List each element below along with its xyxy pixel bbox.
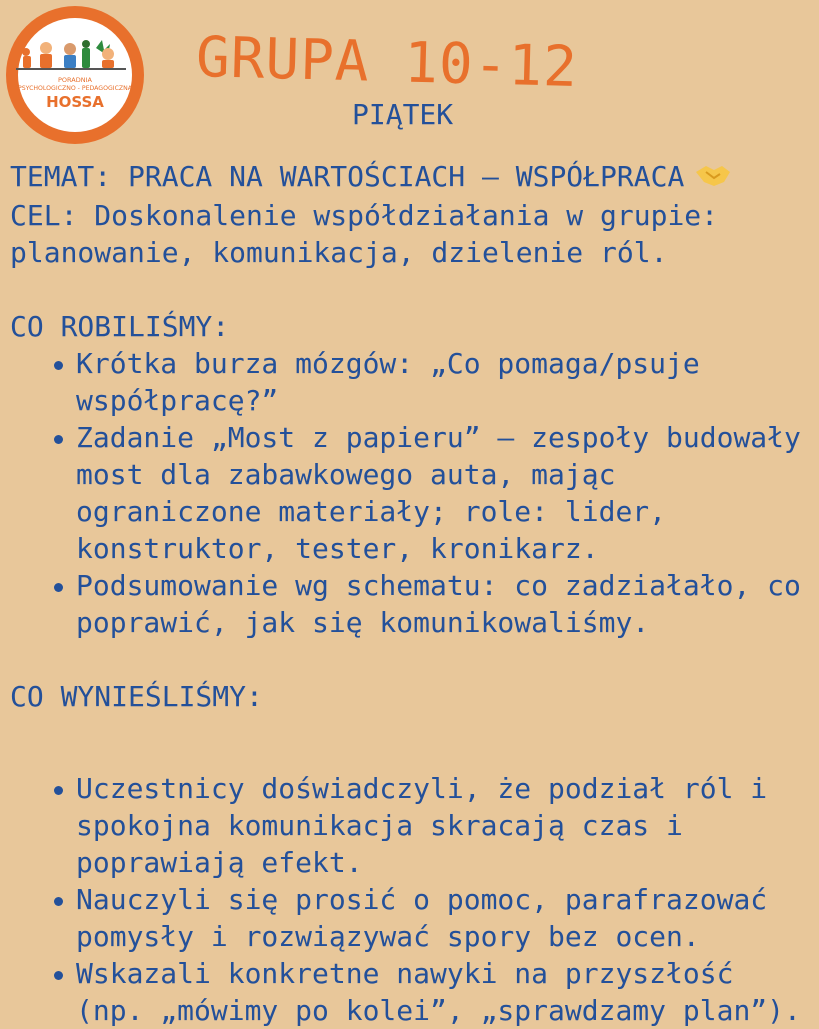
goal-line-1: CEL: Doskonalenie współdziałania w grupie: [10, 198, 719, 232]
list-item: Krótka burza mózgów: „Co pomaga/psuje współpracę?” [46, 345, 815, 419]
list-item: Wskazali konkretne nawyki na przyszłość (np. „mówimy po kolei”, „sprawdzamy plan”). [46, 955, 815, 1029]
goal-line-2: planowanie, komunikacja, dzielenie ról. [10, 235, 668, 269]
section-heading-learned: CO WYNIEŚLIŚMY: [10, 679, 263, 713]
learned-list [10, 770, 815, 1029]
logo-name: HOSSA [46, 93, 104, 111]
done-list [10, 345, 815, 641]
main-content [10, 158, 815, 1029]
list-item: Podsumowanie wg schematu: co zadziałało, co poprawić, jak się komunikowaliśmy. [46, 567, 815, 641]
page-subtitle: PIĄTEK [352, 98, 454, 131]
list-item: Uczestnicy doświadczyli, że podział ról i spokojna komunikacja skracają czas i poprawiają efekt. [46, 770, 815, 881]
section-heading-done: CO ROBILIŚMY: [10, 309, 230, 343]
logo-line1: PORADNIA [58, 76, 92, 84]
list-item: Zadanie „Most z papieru” – zespoły budowały most dla zabawkowego auta, mając ograniczone materiały; role: lider, konstruktor, tester, kronikarz. [46, 419, 815, 567]
list-item: Nauczyli się prosić o pomoc, parafrazować pomysły i rozwiązywać spory bez ocen. [46, 881, 815, 955]
topic-text: TEMAT: PRACA NA WARTOŚCIACH – WSPÓŁPRACA [10, 160, 685, 193]
hossa-logo [4, 4, 146, 146]
handshake-icon [694, 160, 732, 197]
logo-line2: PSYCHOLOGICZNO - PEDAGOGICZNA [17, 85, 133, 92]
page-title: GRUPA 10-12 [195, 25, 579, 100]
topic-line [10, 158, 815, 197]
